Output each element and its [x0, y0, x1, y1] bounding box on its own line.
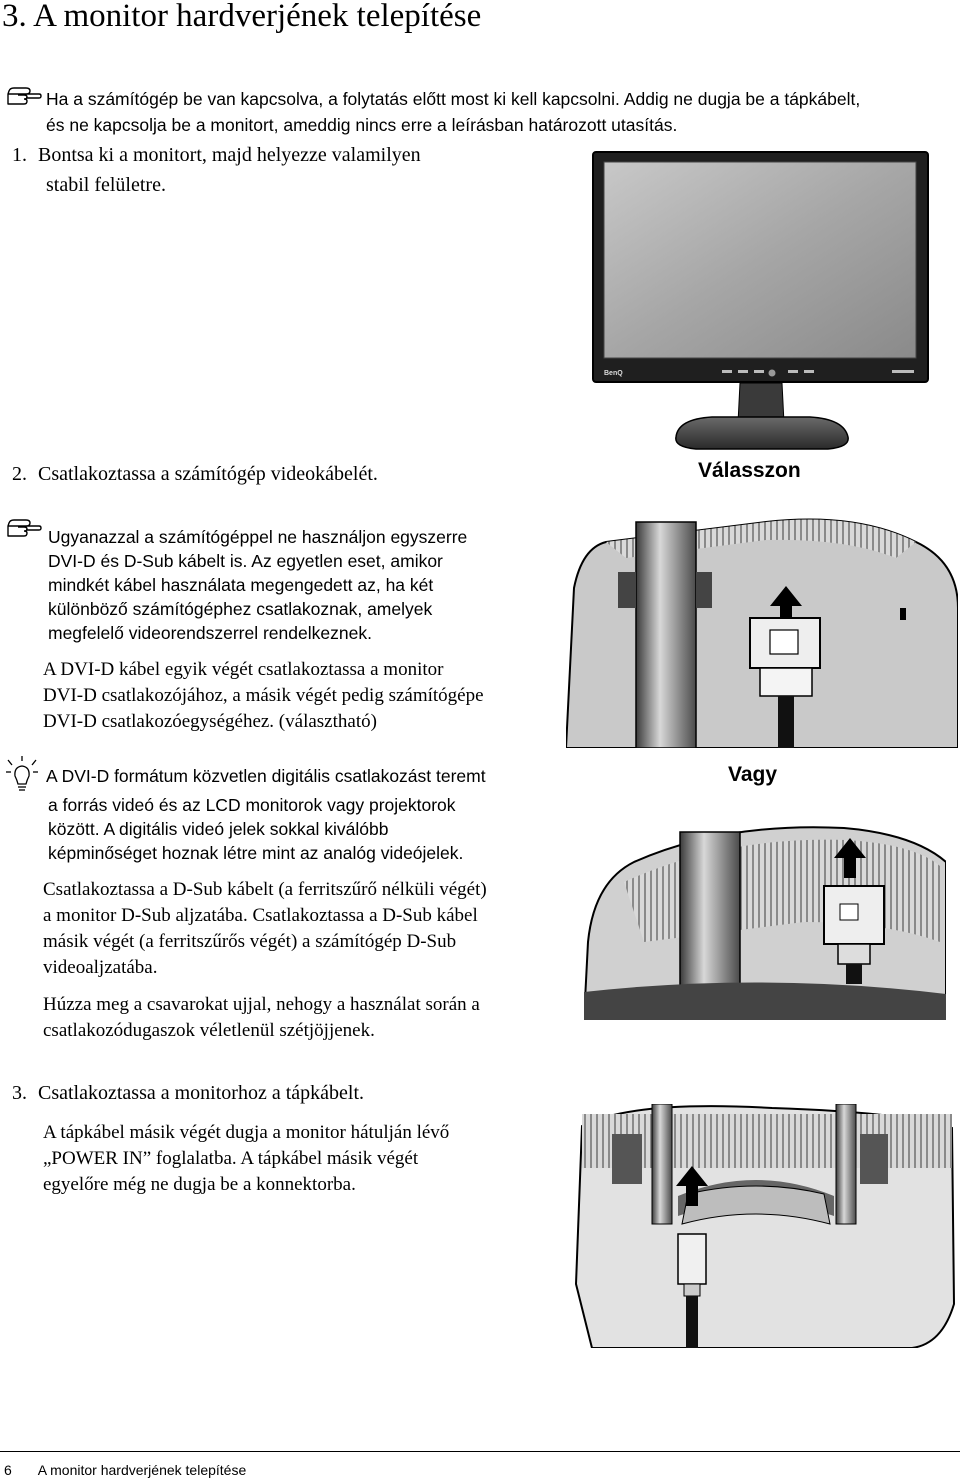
dvi-cable-icon — [566, 518, 958, 748]
note-1-line-2: és ne kapcsolja be a monitort, ameddig nincs erre a leírásban határozott utasítás. — [46, 115, 678, 135]
dsub-line-3: másik végét (a ferritszűrős végét) a számítógép D-Sub — [43, 931, 457, 952]
dvi-line-1: A DVI-D kábel egyik végét csatlakoztassa a monitor — [43, 659, 444, 680]
footer — [4, 1462, 246, 1478]
footer-section: A monitor hardverjének telepítése — [37, 1462, 247, 1478]
power-cable-icon — [572, 1104, 956, 1348]
note-1-line-1: Ha a számítógép be van kapcsolva, a folytatás előtt most ki kell kapcsolni. Addig ne dugja be a tápkábelt, — [46, 89, 861, 109]
pointing-hand-icon — [6, 86, 42, 108]
tip-line-1: A DVI-D formátum közvetlen digitális csatlakozást teremt — [46, 766, 486, 786]
note-hand-icon-2 — [6, 518, 42, 540]
tip-line-2: a forrás videó és az LCD monitorok vagy projektorok — [48, 795, 456, 815]
step-2 — [12, 460, 378, 488]
note-2 — [48, 525, 467, 645]
step-1-line-2: stabil felületre. — [46, 174, 166, 196]
step-2-number: 2. — [12, 463, 27, 485]
tip-bulb — [4, 756, 40, 796]
monitor-front-image — [592, 151, 938, 459]
dsub-paragraph — [43, 877, 487, 981]
monitor-icon — [592, 151, 938, 459]
dsub-connector-image — [584, 822, 946, 1020]
tip-line-4: képminőséget hoznak létre mint az analóg videójelek. — [48, 843, 464, 863]
note-2-line-2: DVI-D és D-Sub kábelt is. Az egyetlen eset, amikor — [48, 551, 443, 571]
power-paragraph — [43, 1120, 449, 1198]
note-hand-icon-1 — [6, 86, 42, 108]
footer-rule — [0, 1451, 960, 1452]
step-3-text: Csatlakoztassa a monitorhoz a tápkábelt. — [38, 1082, 365, 1104]
power-line-2: „POWER IN” foglalatba. A tápkábel másik végét — [43, 1148, 419, 1169]
page-title: 3. A monitor hardverjének telepítése — [2, 0, 482, 34]
light-bulb-icon — [4, 756, 40, 796]
tip-line-3: között. A digitális videó jelek sokkal kiválóbb — [48, 819, 389, 839]
dsub-line-4: videoaljzatába. — [43, 957, 158, 978]
note-2-line-4: különböző számítógéphez csatlakoznak, amelyek — [48, 599, 433, 619]
screw-paragraph — [43, 992, 480, 1044]
or-label: Vagy — [728, 763, 778, 786]
step-1-number: 1. — [12, 144, 27, 166]
step-2-text: Csatlakoztassa a számítógép videokábelét. — [38, 463, 378, 485]
note-2-line-5: megfelelő videorendszerrel rendelkeznek. — [48, 623, 372, 643]
dsub-cable-icon — [584, 822, 946, 1020]
power-line-1: A tápkábel másik végét dugja a monitor hátulján lévő — [43, 1122, 450, 1143]
screw-line-1: Húzza meg a csavarokat ujjal, nehogy a használat során a — [43, 994, 480, 1015]
note-2-line-1: Ugyanazzal a számítógéppel ne használjon egyszerre — [48, 527, 468, 547]
step-3-number: 3. — [12, 1082, 27, 1104]
screw-line-2: csatlakozódugaszok véletlenül szétjöjjenek. — [43, 1020, 375, 1041]
power-connector-image — [572, 1104, 956, 1348]
monitor-brand: BenQ — [604, 370, 623, 377]
dsub-line-1: Csatlakoztassa a D-Sub kábelt (a ferritszűrő nélküli végét) — [43, 879, 487, 900]
pointing-hand-icon — [6, 518, 42, 540]
step-3 — [12, 1079, 364, 1107]
dvi-connector-image — [566, 518, 958, 748]
power-line-3: egyelőre még ne dugja be a konnektorba. — [43, 1174, 356, 1195]
tip-text — [46, 763, 486, 865]
choose-label: Válasszon — [698, 459, 801, 482]
dvi-paragraph — [43, 657, 484, 735]
note-2-line-3: mindkét kábel használata megengedett az, ha két — [48, 575, 434, 595]
footer-page-number: 6 — [4, 1462, 12, 1478]
dvi-line-3: DVI-D csatlakozóegységéhez. (választható) — [43, 711, 377, 732]
dvi-line-2: DVI-D csatlakozójához, a másik végét pedig számítógépe — [43, 685, 484, 706]
step-1 — [12, 141, 421, 199]
note-1 — [46, 86, 960, 138]
dsub-line-2: a monitor D-Sub aljzatába. Csatlakoztassa a D-Sub kábel — [43, 905, 478, 926]
step-1-line-1: Bontsa ki a monitort, majd helyezze valamilyen — [38, 144, 421, 166]
